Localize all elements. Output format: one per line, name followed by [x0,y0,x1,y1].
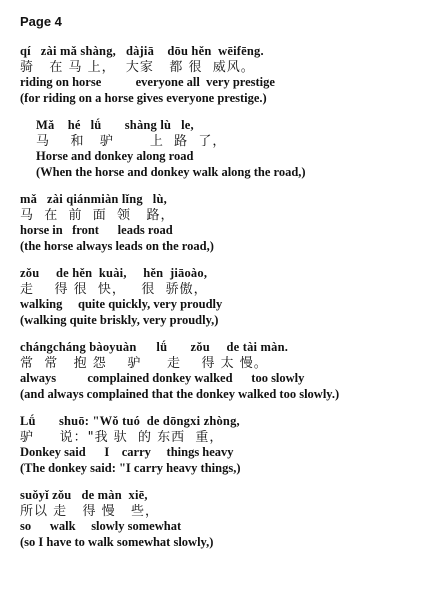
hanzi-line: 所以 走 得 慢 些， [20,503,160,519]
stanza-6 [20,414,417,476]
stanza-7 [20,488,417,550]
page-number: Page 4 [20,14,62,29]
hanzi-line: 走 得 很 快， 很 骄傲， [20,281,208,297]
translation-line: (The donkey said: "I carry heavy things,) [20,460,241,475]
gloss-line: so walk slowly somewhat [20,519,182,533]
hanzi-line: 驴 说："我 驮 的 东西 重， [20,429,224,445]
translation-line: (for riding on a horse gives everyone prestige.) [20,90,267,105]
gloss-line: Donkey said I carry things heavy [20,445,234,459]
translation-line: (When the horse and donkey walk along the road,) [36,164,306,179]
translation-line: (and always complained that the donkey walked too slowly.) [20,386,340,401]
pinyin-line: chángcháng bàoyuàn lǘ zǒu de tài màn. [20,340,289,354]
stanza-5 [20,340,417,402]
stanza-2 [20,118,417,180]
gloss-line: horse in front leads road [20,223,173,237]
hanzi-line: 马 在 前 面 领 路， [20,207,175,223]
hanzi-line: 骑 在 马 上， 大家 都 很 威风。 [20,59,255,75]
gloss-line: Horse and donkey along road [36,149,194,163]
translation-line: (walking quite briskly, very proudly,) [20,312,219,327]
pinyin-line: mǎ zài qiánmiàn lǐng lù, [20,192,167,206]
gloss-line: always complained donkey walked too slowly [20,371,305,385]
pinyin-line: qí zài mǎ shàng, dàjiā dōu hěn wēifēng. [20,44,264,58]
translation-line: (the horse always leads on the road,) [20,238,214,253]
translation-line: (so I have to walk somewhat slowly,) [20,534,214,549]
hanzi-line: 常 常 抱 怨 驴 走 得 太 慢。 [20,355,268,371]
pinyin-line: Lǘ shuō: "Wǒ tuó de dōngxi zhòng, [20,414,240,428]
gloss-line: riding on horse everyone all very prestige [20,75,275,89]
stanza-4 [20,266,417,328]
pinyin-line: Mǎ hé lǘ shàng lù le, [36,118,194,132]
gloss-line: walking quite quickly, very proudly [20,297,223,311]
pinyin-line: zǒu de hěn kuài, hěn jiāoào, [20,266,208,280]
pinyin-line: suǒyǐ zǒu de màn xiē, [20,488,148,502]
stanza-1 [20,44,417,106]
stanza-3 [20,192,417,254]
hanzi-line: 马 和 驴 上 路 了， [36,133,227,149]
